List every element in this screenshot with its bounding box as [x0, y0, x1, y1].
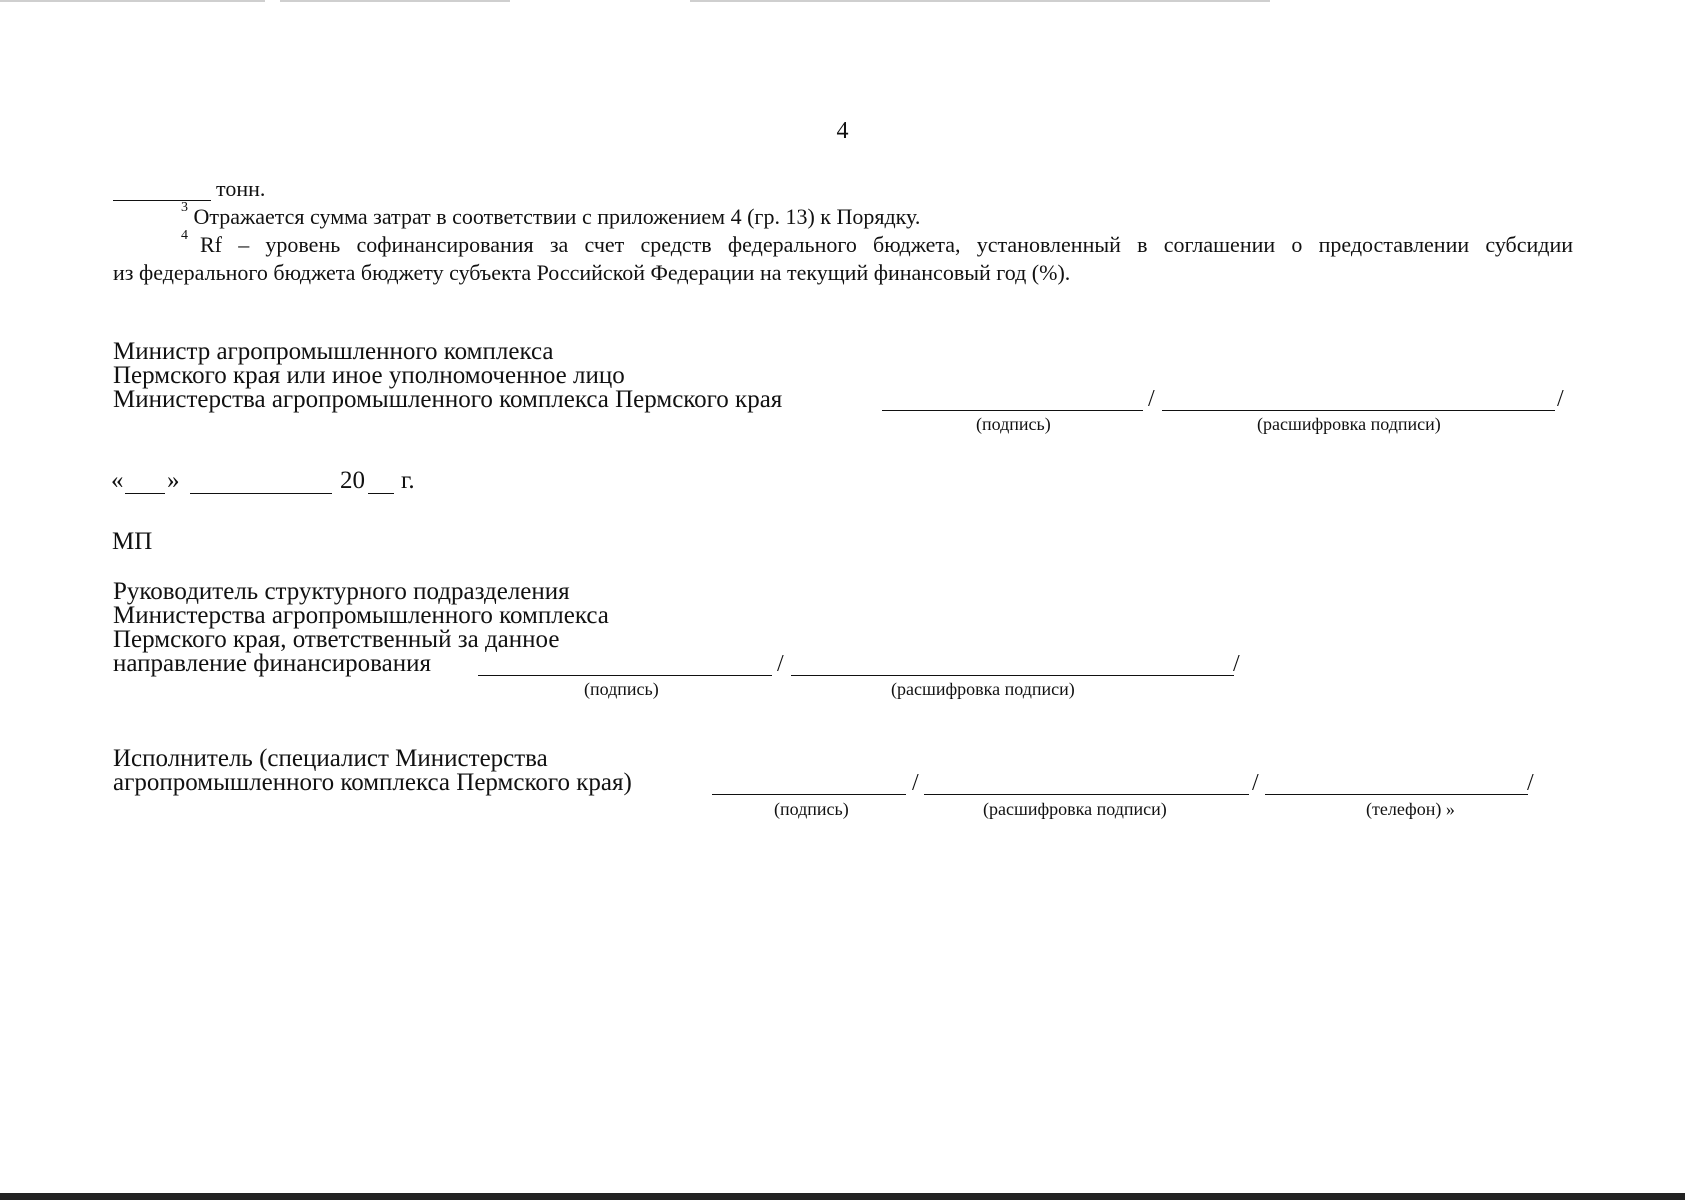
department-head-signature-caption: (подпись) — [584, 679, 659, 699]
minister-title-line-2: Пермского края или иное уполномоченное лицо — [113, 362, 625, 389]
footnote-3-mark: 3 — [181, 200, 188, 215]
date-year-prefix: 20 — [340, 467, 365, 494]
page-number: 4 — [836, 118, 849, 144]
footnote-4-line-2: из федерального бюджета бюджету субъекта Российской Федерации на текущий финансовый год (%). — [113, 260, 1071, 285]
date-year-suffix: г. — [401, 467, 415, 494]
executor-line-1: Исполнитель (специалист Министерства — [113, 745, 548, 772]
minister-decoding-field[interactable] — [1162, 410, 1555, 411]
date-day-field[interactable] — [125, 493, 165, 494]
minister-signature-caption: (подпись) — [976, 414, 1051, 434]
footnote-tons-unit: тонн. — [216, 176, 266, 201]
executor-line-2: агропромышленного комплекса Пермского края) — [113, 769, 632, 796]
executor-phone-caption: (телефон) » — [1366, 799, 1455, 819]
scan-top-mark-left — [0, 0, 265, 2]
executor-slash-3: / — [1527, 770, 1534, 796]
department-head-slash-2: / — [1233, 651, 1240, 677]
department-head-line-2: Министерства агропромышленного комплекса — [113, 602, 609, 629]
department-head-line-3: Пермского края, ответственный за данное — [113, 626, 560, 653]
executor-signature-caption: (подпись) — [774, 799, 849, 819]
department-head-decoding-caption: (расшифровка подписи) — [891, 679, 1075, 699]
minister-slash-2: / — [1557, 386, 1564, 412]
scan-bottom-edge — [0, 1193, 1685, 1200]
department-head-line-4: направление финансирования — [113, 650, 432, 677]
executor-phone-field[interactable] — [1265, 794, 1528, 795]
executor-slash-2: / — [1252, 770, 1259, 796]
minister-title-line-1: Министр агропромышленного комплекса — [113, 338, 554, 365]
date-open-quote: « — [111, 467, 124, 494]
department-head-signature-field[interactable] — [478, 675, 772, 676]
minister-decoding-caption: (расшифровка подписи) — [1257, 414, 1441, 434]
footnote-4-mark: 4 — [181, 228, 188, 243]
scan-top-mark-center — [280, 0, 510, 2]
executor-slash-1: / — [912, 770, 919, 796]
stamp-label: МП — [112, 528, 153, 555]
footnote-4-mark-wrap — [181, 228, 188, 258]
minister-title-line-3: Министерства агропромышленного комплекса Пермского края — [113, 386, 783, 413]
minister-signature-field[interactable] — [882, 410, 1143, 411]
minister-slash-1: / — [1148, 386, 1155, 412]
executor-decoding-caption: (расшифровка подписи) — [983, 799, 1167, 819]
executor-decoding-field[interactable] — [924, 794, 1249, 795]
footnote-separator-line — [113, 200, 211, 201]
department-head-slash-1: / — [777, 651, 784, 677]
department-head-line-1: Руководитель структурного подразделения — [113, 578, 570, 605]
footnote-3-text: Отражается сумма затрат в соответствии с приложением 4 (гр. 13) к Порядку. — [193, 204, 921, 229]
footnote-4-line-1: Rf – уровень софинансирования за счет средств федерального бюджета, установленный в соглашении о предоставлении субсидии — [200, 232, 1573, 257]
scan-top-mark-right — [690, 0, 1270, 2]
footnote-3 — [181, 200, 921, 230]
date-close-quote: » — [167, 467, 180, 494]
executor-signature-field[interactable] — [712, 794, 906, 795]
date-month-field[interactable] — [190, 493, 332, 494]
department-head-decoding-field[interactable] — [791, 675, 1234, 676]
date-year-field[interactable] — [368, 493, 394, 494]
